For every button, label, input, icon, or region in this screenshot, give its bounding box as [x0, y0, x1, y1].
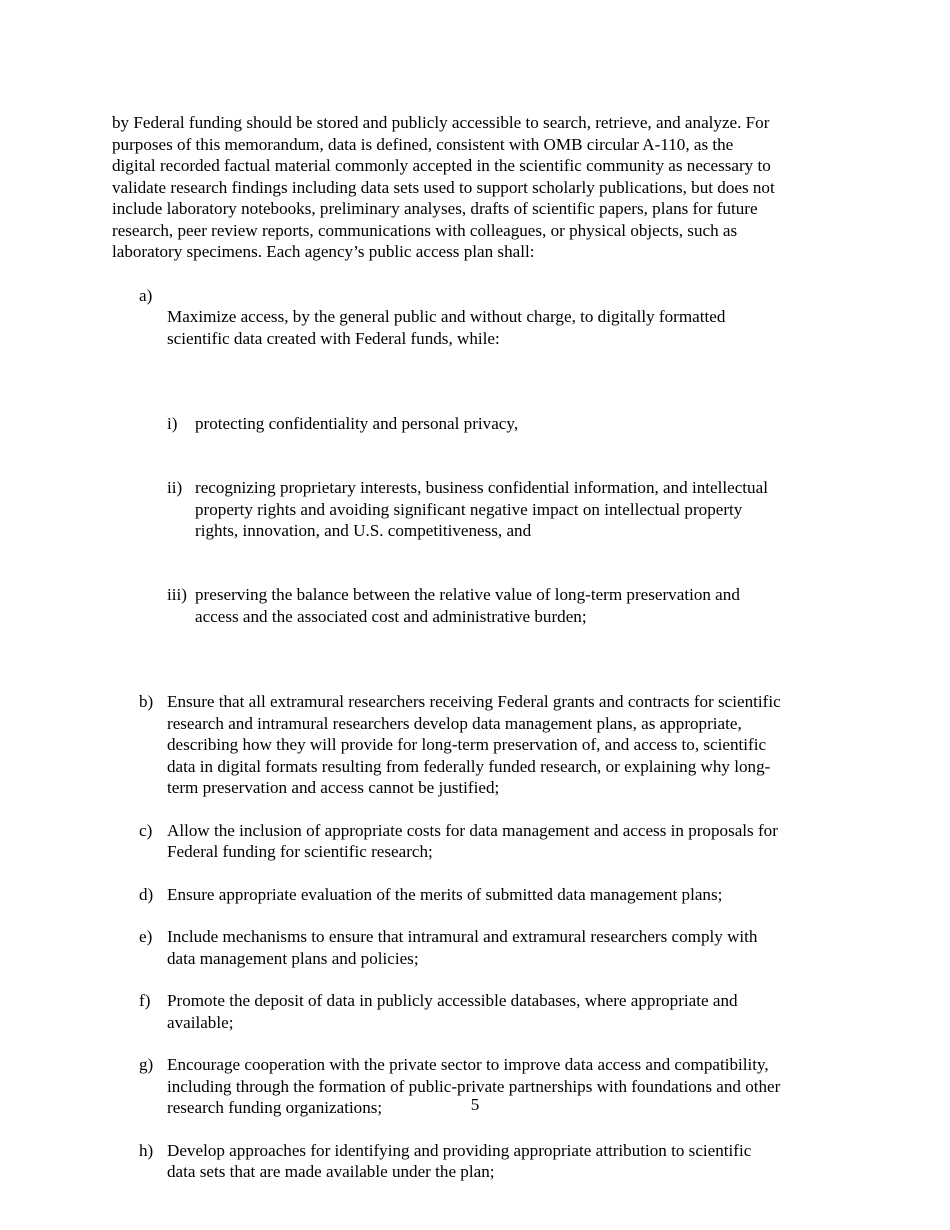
list-item-text: Maximize access, by the general public and without charge, to digitally formatted scientific data created with Federal funds, while:	[167, 307, 726, 348]
list-item-text: Allow the inclusion of appropriate costs for data management and access in proposals for Federal funding for scientific research;	[167, 820, 778, 861]
sub-item-text: preserving the balance between the relative value of long-term preservation and access and the associated cost and administrative burden;	[195, 585, 740, 626]
list-item-f	[139, 990, 842, 1033]
sub-item-text: recognizing proprietary interests, business confidential information, and intellectual property rights and avoiding significant negative impact on intellectual property rights, innovation, and U.S. competitiveness, and	[195, 478, 768, 540]
list-item-text: Include mechanisms to ensure that intramural and extramural researchers comply with data management plans and policies;	[167, 927, 758, 968]
list-marker: a)	[139, 285, 153, 305]
sub-item-ii	[167, 477, 842, 542]
list-marker: b)	[139, 692, 154, 711]
list-item-d	[139, 884, 842, 906]
sub-list	[167, 392, 842, 649]
page-number: 5	[470, 1095, 480, 1114]
list-item-text: Ensure that all extramural researchers receiving Federal grants and contracts for scientific research and intramural researchers develop data management plans, as appropriate, describing how they will provide for long-term preservation of, and access to, scientific data in digital formats resulting from federally funded research, or explaining why long- term preservation and access cannot be justified;	[167, 692, 781, 797]
list-marker: c)	[139, 820, 153, 840]
list-item-b	[139, 691, 842, 799]
list-marker: d)	[139, 884, 154, 904]
sub-marker: ii)	[167, 478, 183, 497]
document-page	[112, 112, 842, 1204]
intro-paragraph: by Federal funding should be stored and publicly accessible to search, retrieve, and analyze. For purposes of this memorandum, data is defined, consistent with OMB circular A-110, as the digital recorded factual material commonly accepted in the scientific community as necessary to validate research findings including data sets used to support scholarly publications, but does not include laboratory notebooks, preliminary analyses, drafts of scientific papers, plans for future research, peer review reports, communications with colleagues, or physical objects, such as laboratory specimens. Each agency’s public access plan shall:	[112, 113, 775, 261]
sub-item-text: protecting confidentiality and personal privacy,	[195, 414, 519, 433]
sub-marker: i)	[167, 414, 178, 433]
list-item-text: Encourage cooperation with the private sector to improve data access and compatibility, including through the formation of public-private partnerships with foundations and other research funding organizations;	[167, 1055, 781, 1117]
list-item-text: Develop approaches for identifying and providing appropriate attribution to scientific data sets that are made available under the plan;	[167, 1140, 752, 1181]
list-item-text: Promote the deposit of data in publicly accessible databases, where appropriate and available;	[167, 991, 738, 1032]
list-marker: g)	[139, 1055, 154, 1074]
list-item-text: Ensure appropriate evaluation of the merits of submitted data management plans;	[167, 884, 723, 904]
list-item-c	[139, 820, 842, 863]
sub-marker: iii)	[167, 585, 187, 604]
list-item-h	[139, 1140, 842, 1183]
list-item-content	[167, 285, 842, 671]
list-item-a	[139, 285, 842, 671]
sub-item-i	[167, 413, 842, 435]
list-item-e	[139, 926, 842, 969]
list-marker: e)	[139, 927, 153, 946]
sub-item-iii	[167, 584, 842, 627]
list-marker: h)	[139, 1140, 154, 1160]
list-marker: f)	[139, 991, 151, 1010]
